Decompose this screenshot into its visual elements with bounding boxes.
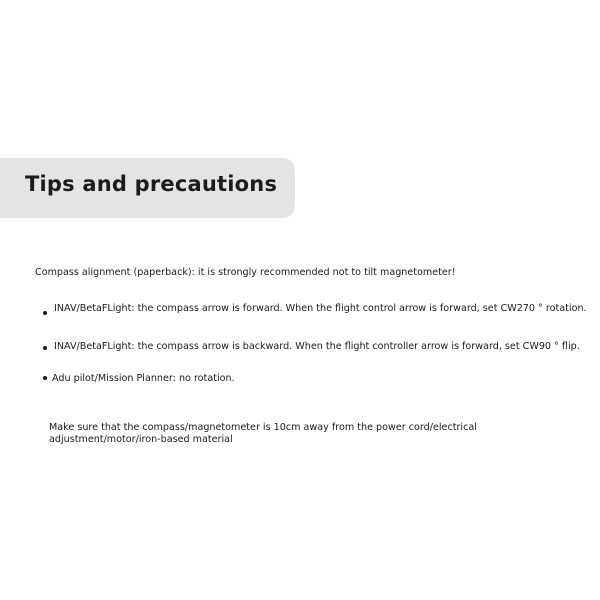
page-title: Tips and precautions — [25, 172, 278, 196]
list-item-text: INAV/BetaFLight: the compass arrow is forward. When the flight control arrow is forward, set CW270 ° rotation. — [54, 303, 587, 314]
bullet-dot-icon — [43, 346, 47, 350]
list-item-text: Adu pilot/Mission Planner: no rotation. — [52, 373, 235, 384]
list-item — [54, 341, 580, 352]
bullet-dot-icon — [43, 376, 47, 380]
list-item — [54, 303, 587, 314]
list-item-text: INAV/BetaFLight: the compass arrow is backward. When the flight controller arrow is forward, set CW90 ° flip. — [54, 341, 580, 352]
bullet-dot-icon — [43, 311, 47, 315]
distance-note: Make sure that the compass/magnetometer is 10cm away from the power cord/electrical adjustment/motor/iron-based material — [49, 422, 477, 445]
list-item — [52, 373, 235, 384]
compass-alignment-intro: Compass alignment (paperback): it is strongly recommended not to tilt magnetometer! — [35, 267, 456, 278]
